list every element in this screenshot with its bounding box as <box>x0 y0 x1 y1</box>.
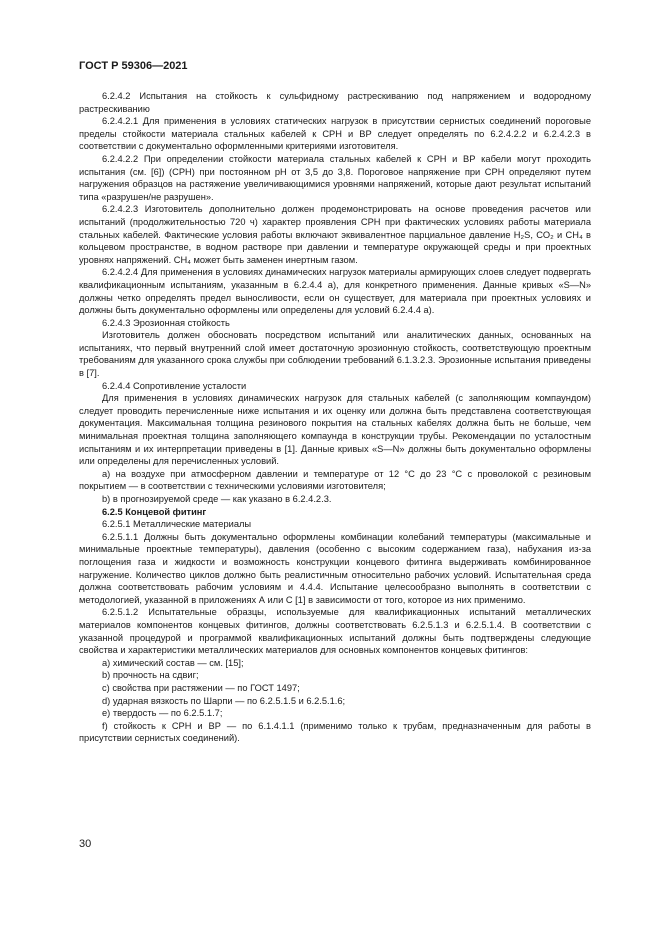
paragraph: 6.2.5.1 Металлические материалы <box>102 519 252 530</box>
paragraph: 6.2.4.2.4 Для применения в условиях динамических нагрузок материалы армирующих слоев следует подвергать квалификационным испытаниям, указанным в 6.2.4.4 а), для конкретного применения. Данные кривых «S—N» должны четко определять предел выносливости, если он существует, для материала при проектных условиях и должны быть документально оформлены или определены для условий 6.2.4.4 а). <box>79 267 591 316</box>
list-item: с) свойства при растяжении — по ГОСТ 1497; <box>102 682 300 693</box>
paragraph: 6.2.4.3 Эрозионная стойкость <box>102 317 230 328</box>
list-item: b) в прогнозируемой среде — как указано в 6.2.4.2.3. <box>102 494 332 504</box>
document-header: ГОСТ Р 59306—2021 <box>79 60 188 72</box>
list-item: е) твердость — по 6.2.5.1.7; <box>102 708 223 719</box>
page-number: 30 <box>79 838 92 850</box>
paragraph: 6.2.4.2.3 Изготовитель дополнительно должен продемонстрировать на основе проведения расчетов или испытаний (продолжительностью 720 ч) характер проявления СРН при фактических условиях работы материала стальных кабелей. Фактические условия работы включают эквивалентное парциальное давление H₂S, CO₂ и CH₄ в кольцевом пространстве, в водном растворе при давлении и температуре окружающей среды и при проектных уровнях напряжений. CH₄ может быть заменен инертным газом. <box>79 204 591 265</box>
list-item: d) ударная вязкость по Шарпи — по 6.2.5.1.5 и 6.2.5.1.6; <box>102 695 346 706</box>
paragraph: 6.2.4.2 Испытания на стойкость к сульфидному растрескиванию под напряжением и водородному растрескиванию <box>79 91 591 114</box>
paragraph: 6.2.4.2.2 При определении стойкости материала стальных кабелей к СРН и ВР кабели могут проходить испытания (см. [6]) (СРН) при постоянном рН от 3,5 до 3,8. Пороговое напряжение при СРН определяют путем нагружения образцов на растяжение увеличивающимися уровнями напряжений, которые дают результат испытаний типа «разрушен/не разрушен». <box>79 153 591 202</box>
document-body <box>79 90 591 745</box>
paragraph: Для применения в условиях динамических нагрузок для стальных кабелей (с заполняющим компаундом) следует проводить перечисленные ниже испытания и их оценку или должна быть представлена соответствующая документация. Максимальная толщина резинового покрытия на стальных кабелях должна быть не больше, чем минимальная проектная толщина заполняющего компаунда в конструкции трубы. Рекомендации по усталостным испытаниям и их интерпретации приведены в [1]. Данные кривых «S—N» должны быть документально оформлены или определены для перечисленных условий. <box>79 393 591 467</box>
paragraph: 6.2.5.1.1 Должны быть документально оформлены комбинации колебаний температуры (максимальные и минимальные проектные температуры), давления (особенно с высоким содержанием газа), набухания из-за поглощения газа и жидкости и возможность конструкции концевого фитинга выдерживать комбинированное нагружение. Количество циклов должно быть реалистичным относительно рабочих условий. Испытательная среда должна соответствовать рабочим условиям и 4.4.4. Испытание целесообразно выполнять в соответствии с методологией, указанной в приложениях А или С [1] в зависимости от того, которое из них применимо. <box>79 531 591 605</box>
paragraph: 6.2.4.4 Сопротивление усталости <box>102 380 247 391</box>
section-heading: 6.2.5 Концевой фитинг <box>102 506 207 517</box>
paragraph: Изготовитель должен обосновать посредством испытаний или аналитических данных, основанных на испытаниях, что первый внутренний слой имеет достаточную эрозионную стойкость, соответствующую проектным требованиям для указанного срока службы при соблюдении требований 6.1.3.2.3. Эрозионные испытания приведены в [7]. <box>79 330 591 379</box>
paragraph: 6.2.5.1.2 Испытательные образцы, используемые для квалификационных испытаний металлических материалов компонентов концевых фитингов, должны соответствовать 6.2.5.1.3 и 6.2.5.1.4. В соответствии с указанной процедурой и программой квалификационных испытаний должны быть подтверждены следующие свойства и характеристики металлических материалов для основных компонентов концевых фитингов: <box>79 607 591 656</box>
list-item: а) на воздухе при атмосферном давлении и температуре от 12 °С до 23 °С с проволокой с резиновым покрытием — в соответствии с техническими условиями изготовителя; <box>79 468 591 492</box>
paragraph: 6.2.4.2.1 Для применения в условиях статических нагрузок в присутствии сернистых соединений пороговые пределы стойкости материала стальных кабелей к СРН и ВР следует определять по 6.2.4.2.2 и 6.2.4.2.3 в соответствии с документально оформленными критериями изготовителя. <box>79 116 591 152</box>
list-item: а) химический состав — см. [15]; <box>102 657 244 668</box>
list-item: b) прочность на сдвиг; <box>102 670 199 681</box>
list-item: f) стойкость к СРН и ВР — по 6.1.4.1.1 (применимо только к трубам, предназначенным для работы в присутствии сернистых соединений). <box>79 720 591 744</box>
